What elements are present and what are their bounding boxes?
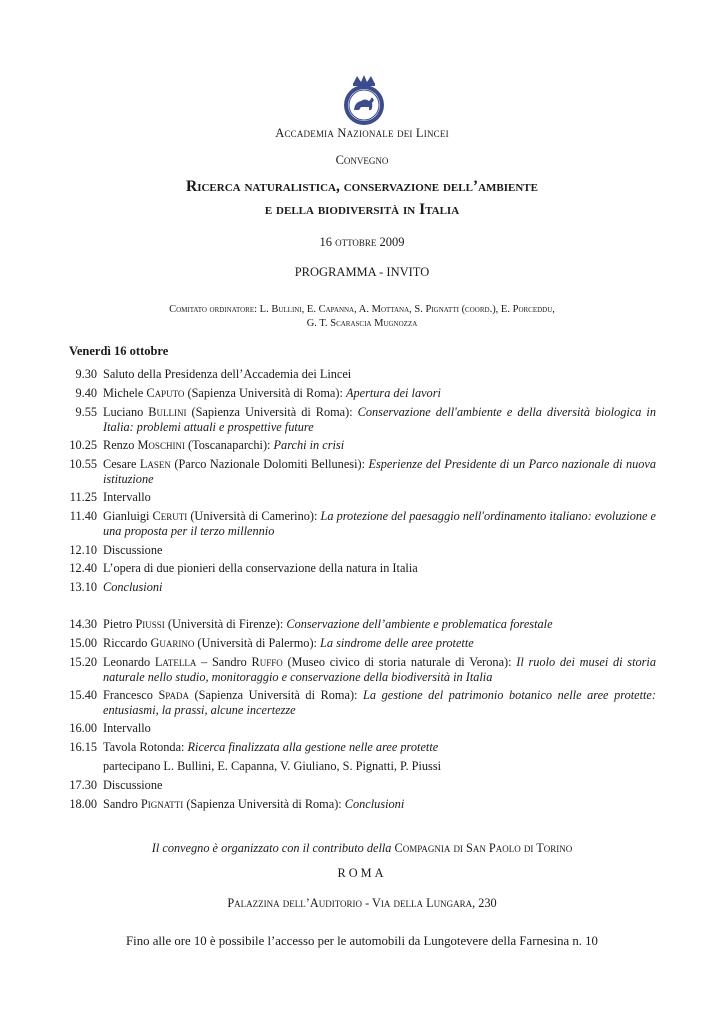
- speaker-first-name: Pietro: [103, 617, 136, 631]
- schedule-text: Discussione: [103, 778, 163, 792]
- schedule-content: [103, 636, 656, 651]
- speaker-affiliation: (Parco Nazionale Dolomiti Bellunesi):: [170, 457, 369, 471]
- schedule-text: Saluto della Presidenza dell’Accademia dei Lincei: [103, 367, 352, 381]
- speaker-affiliation: (Sapienza Università di Roma):: [184, 386, 346, 400]
- programme-label: PROGRAMMA - INVITO: [294, 265, 430, 279]
- schedule-content: [103, 617, 656, 632]
- schedule-content: [103, 580, 656, 595]
- speaker-first-name: Michele: [103, 386, 147, 400]
- schedule-content: [103, 438, 656, 453]
- speaker-surname: Guarino: [150, 636, 195, 650]
- schedule-text: Tavola Rotonda:: [103, 740, 188, 754]
- speaker-second-name: – Sandro: [196, 655, 252, 669]
- title-line-2: e della biodiversità in Italia: [264, 201, 460, 218]
- schedule-content: [103, 688, 656, 718]
- talk-title: Il ruolo dei musei di storia naturale nello studio, monitoraggio e conservazione della biodiversità in Italia: [103, 655, 656, 684]
- talk-title: Esperienze del Presidente di un Parco nazionale di nuova istituzione: [103, 457, 657, 486]
- speaker-first-name: Renzo: [103, 438, 138, 452]
- schedule-text: Intervallo: [103, 721, 151, 735]
- lincei-crest-icon: [341, 74, 387, 126]
- sponsor-name: Compagnia di San Paolo di Torino: [394, 841, 573, 855]
- speaker-surname: Moschini: [137, 438, 185, 452]
- title-line-1: Ricerca naturalistica, conservazione dell’ambiente: [186, 178, 538, 195]
- speaker-first-name: Cesare: [103, 457, 140, 471]
- speaker-first-name: Francesco: [103, 688, 159, 702]
- talk-title: Conclusioni: [344, 797, 405, 811]
- speaker-affiliation: (Toscanaparchi):: [184, 438, 274, 452]
- date-day: 16: [319, 235, 332, 249]
- schedule-content: [103, 561, 656, 576]
- schedule-time: 17.30: [69, 778, 97, 792]
- schedule-time: 14.30: [69, 617, 97, 631]
- speaker-first-name: Gianluigi: [103, 509, 153, 523]
- schedule-content: [103, 740, 656, 755]
- speaker-surname: Bullini: [148, 405, 187, 419]
- city-label: ROMA: [337, 866, 387, 880]
- convegno-label: Convegno: [335, 153, 389, 167]
- schedule-content: [103, 367, 656, 382]
- speaker-affiliation: (Sapienza Università di Roma):: [183, 797, 345, 811]
- schedule-content: [103, 457, 656, 487]
- schedule-time: 15.00: [69, 636, 97, 650]
- schedule-time: 15.40: [69, 688, 97, 702]
- talk-title: Conservazione dell'ambiente e della diversità biologica in Italia: problemi attuali e prospettive future: [103, 405, 656, 434]
- schedule-time: 11.25: [69, 490, 97, 504]
- schedule-time: 15.20: [69, 655, 97, 669]
- schedule-content: [103, 490, 656, 505]
- sponsor-note: [0, 841, 724, 856]
- schedule-time: 10.55: [69, 457, 97, 471]
- access-note: Fino alle ore 10 è possibile l’accesso per le automobili da Lungotevere della Farnesina n. 10: [126, 934, 598, 948]
- schedule-time: 16.15: [69, 740, 97, 754]
- participants-list: partecipano L. Bullini, E. Capanna, V. Giuliano, S. Pignatti, P. Piussi: [103, 759, 442, 773]
- speaker-first-name: Riccardo: [103, 636, 151, 650]
- talk-title: Parchi in crisi: [273, 438, 345, 452]
- schedule-content: [103, 778, 656, 793]
- speaker-first-name: Sandro: [103, 797, 141, 811]
- speaker-affiliation: (Sapienza Università di Roma):: [188, 688, 364, 702]
- schedule-content: [103, 721, 656, 736]
- schedule-content: [103, 655, 656, 685]
- schedule-content: [103, 759, 656, 774]
- schedule-content: [103, 386, 656, 401]
- schedule-content: [103, 797, 656, 812]
- sponsor-prefix: Il convegno è organizzato con il contributo della: [151, 841, 395, 855]
- talk-title: Conservazione dell’ambiente e problematica forestale: [286, 617, 553, 631]
- speaker-second-surname: Ruffo: [251, 655, 283, 669]
- speaker-surname: Ceruti: [152, 509, 188, 523]
- committee-line-1: Comitato ordinatore: L. Bullini, E. Capanna, A. Mottana, S. Pignatti (coord.), E. Porceddu,: [169, 304, 555, 315]
- speaker-surname: Piussi: [135, 617, 165, 631]
- schedule-content: [103, 509, 656, 539]
- talk-title: La sindrome delle aree protette: [320, 636, 474, 650]
- schedule-text: Intervallo: [103, 490, 151, 504]
- talk-title: La protezione del paesaggio nell'ordinamento italiano: evoluzione e una proposta per il terzo millennio: [103, 509, 656, 538]
- speaker-affiliation: (Università di Camerino):: [187, 509, 321, 523]
- event-date: [0, 235, 724, 250]
- date-year: 2009: [379, 235, 405, 249]
- schedule-time: 9.30: [75, 367, 97, 381]
- speaker-surname: Latella: [154, 655, 197, 669]
- speaker-surname: Spada: [158, 688, 189, 702]
- academy-name: Accademia Nazionale dei Lincei: [275, 126, 449, 140]
- schedule-text: Discussione: [103, 543, 163, 557]
- speaker-affiliation: (Università di Palermo):: [194, 636, 321, 650]
- committee-line-2: G. T. Scarascia Mugnozza: [306, 318, 418, 329]
- speaker-surname: Caputo: [146, 386, 185, 400]
- venue-address: Palazzina dell’Auditorio - Via della Lungara, 230: [227, 896, 497, 910]
- speaker-affiliation: (Università di Firenze):: [164, 617, 287, 631]
- talk-title: Conclusioni: [103, 580, 163, 594]
- schedule-time: 18.00: [69, 797, 97, 811]
- schedule-time: 16.00: [69, 721, 97, 735]
- speaker-first-name: Luciano: [103, 405, 149, 419]
- schedule-time: 11.40: [69, 509, 97, 523]
- talk-title: La gestione del patrimonio botanico nelle aree protette: entusiasmi, la prassi, alcune incertezze: [103, 688, 656, 717]
- schedule-time: 13.10: [69, 580, 97, 594]
- speaker-surname: Pignatti: [140, 797, 184, 811]
- talk-title: Ricerca finalizzata alla gestione nelle aree protette: [187, 740, 439, 754]
- day-heading: Venerdì 16 ottobre: [69, 344, 169, 358]
- speaker-affiliation: (Museo civico di storia naturale di Verona):: [282, 655, 517, 669]
- schedule-text: L’opera di due pionieri della conservazione della natura in Italia: [103, 561, 418, 575]
- speaker-affiliation: (Sapienza Università di Roma):: [186, 405, 358, 419]
- talk-title: Apertura dei lavori: [345, 386, 441, 400]
- schedule-time: 12.40: [69, 561, 97, 575]
- date-month: ottobre: [335, 235, 377, 249]
- schedule-time: 10.25: [69, 438, 97, 452]
- schedule-time: 9.40: [75, 386, 97, 400]
- schedule-time: 9.55: [75, 405, 97, 419]
- schedule-time: 12.10: [69, 543, 97, 557]
- speaker-first-name: Leonardo: [103, 655, 155, 669]
- schedule-content: [103, 543, 656, 558]
- speaker-surname: Lasen: [139, 457, 171, 471]
- schedule-content: [103, 405, 656, 435]
